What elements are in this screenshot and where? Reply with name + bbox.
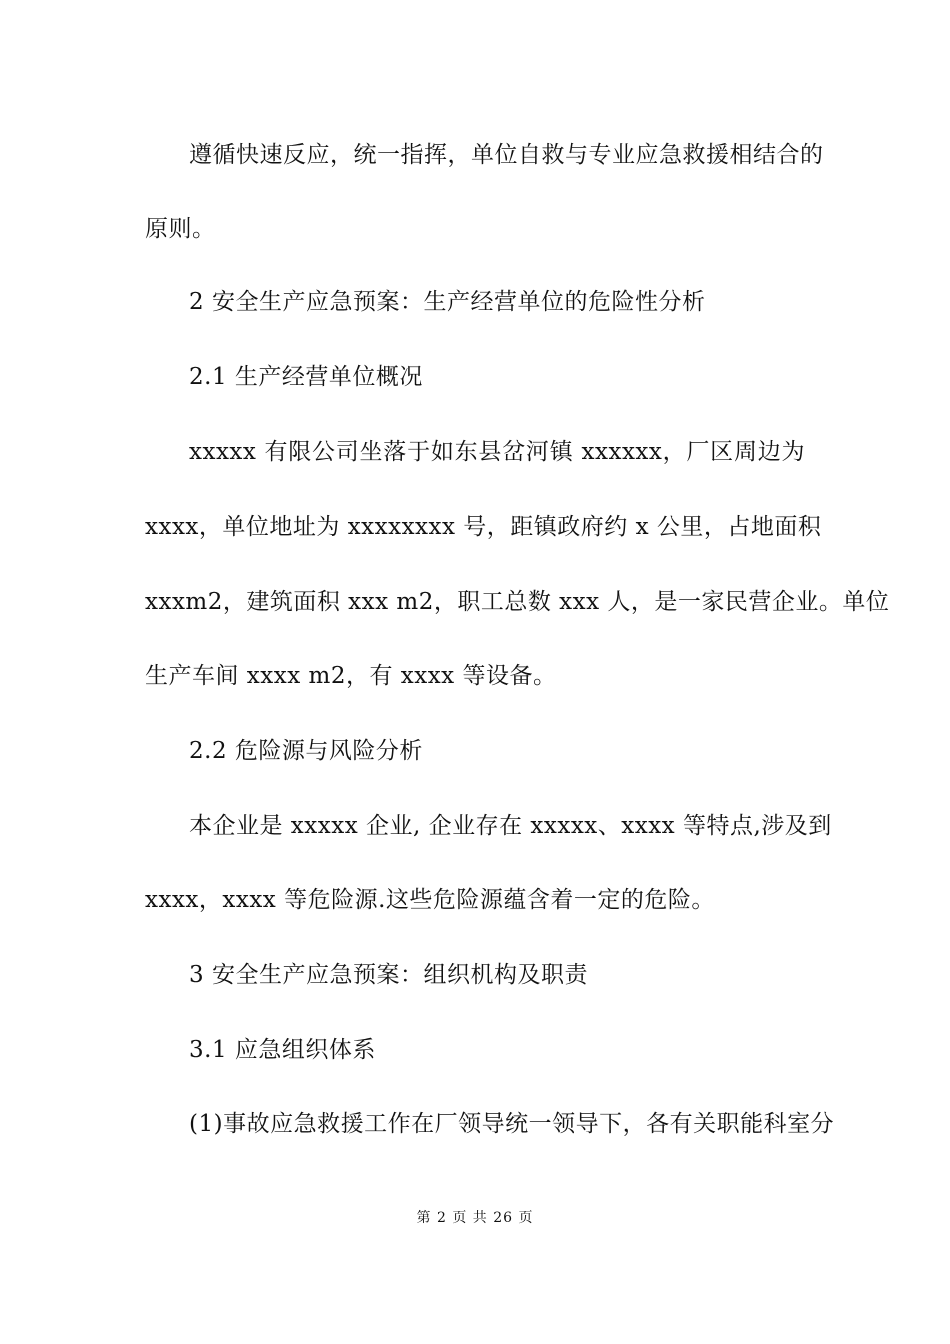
section-heading: 2 安全生产应急预案：生产经营单位的危险性分析 bbox=[189, 289, 706, 315]
footer-total-pages: 26 bbox=[493, 1210, 514, 1226]
paragraph-line: xxxm2，建筑面积 xxx m2，职工总数 xxx 人，是一家民营企业。单位 bbox=[145, 589, 890, 615]
page-footer bbox=[0, 1208, 950, 1228]
paragraph-line: xxxx，单位地址为 xxxxxxxx 号，距镇政府约 x 公里，占地面积 bbox=[145, 514, 822, 540]
section-heading: 3 安全生产应急预案：组织机构及职责 bbox=[189, 962, 588, 988]
paragraph-line: 本企业是 xxxxx 企业, 企业存在 xxxxx、xxxx 等特点,涉及到 bbox=[189, 813, 832, 839]
paragraph-line: xxxxx 有限公司坐落于如东县岔河镇 xxxxxx，厂区周边为 bbox=[189, 439, 805, 465]
paragraph-line: 遵循快速反应，统一指挥，单位自救与专业应急救援相结合的 bbox=[189, 142, 824, 168]
footer-prefix: 第 bbox=[416, 1210, 432, 1226]
paragraph-line: (1)事故应急救援工作在厂领导统一领导下，各有关职能科室分 bbox=[189, 1111, 835, 1137]
footer-middle: 页 共 bbox=[452, 1210, 488, 1226]
subsection-heading: 3.1 应急组织体系 bbox=[189, 1037, 376, 1063]
paragraph-line: 原则。 bbox=[145, 216, 216, 242]
paragraph-line: 生产车间 xxxx m2，有 xxxx 等设备。 bbox=[145, 663, 557, 689]
footer-suffix: 页 bbox=[518, 1210, 534, 1226]
subsection-heading: 2.1 生产经营单位概况 bbox=[189, 364, 423, 390]
paragraph-line: xxxx，xxxx 等危险源.这些危险源蕴含着一定的危险。 bbox=[145, 887, 715, 913]
footer-current-page: 2 bbox=[436, 1210, 447, 1226]
subsection-heading: 2.2 危险源与风险分析 bbox=[189, 738, 423, 764]
